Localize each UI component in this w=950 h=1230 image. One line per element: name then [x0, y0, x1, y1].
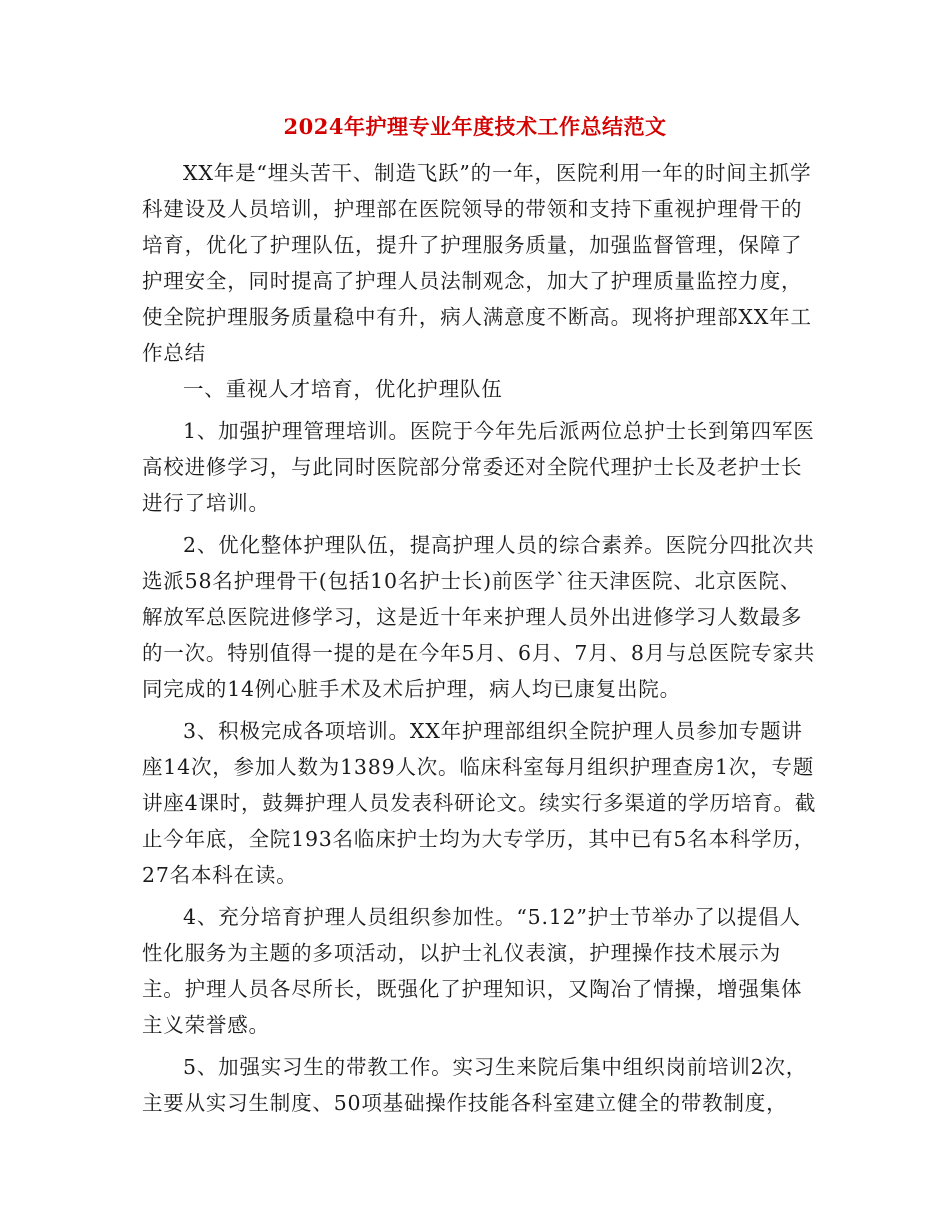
paragraph-item-2: 2、优化整体护理队伍，提高护理人员的综合素养。医院分四批次共选派58名护理骨干(包括10名护士长)前医学`往天津医院、北京医院、解放军总医院进修学习，这是近十年来护理人员外出进修学习人数最多的一次。特别值得一提的是在今年5月、6月、7月、8月与总医院专家共同完成的14例心脏手术及术后护理，病人均已康复出院。 — [142, 533, 816, 701]
paragraph-item-5: 5、加强实习生的带教工作。实习生来院后集中组织岗前培训2次，主要从实习生制度、50项基础操作技能各科室建立健全的带教制度， — [142, 1055, 808, 1115]
section-heading-1: 一、重视人才培育，优化护理队伍 — [183, 377, 503, 401]
paragraph-item-1: 1、加强护理管理培训。医院于今年先后派两位总护士长到第四军医高校进修学习，与此同时医院部分常委还对全院代理护士长及老护士长进行了培训。 — [142, 419, 815, 515]
paragraph-intro: XX年是“埋头苦干、制造飞跃”的一年，医院利用一年的时间主抓学科建设及人员培训，护理部在医院领导的带领和支持下重视护理骨干的培育，优化了护理队伍，提升了护理服务质量，加强监督管理，保障了护理安全，同时提高了护理人员法制观念，加大了护理质量监控力度，使全院护理服务质量稳中有升，病人满意度不断高。现将护理部XX年工作总结 — [142, 161, 812, 365]
paragraph-item-3: 3、积极完成各项培训。XX年护理部组织全院护理人员参加专题讲座14次，参加人数为1389人次。临床科室每月组织护理查房1次，专题讲座4课时，鼓舞护理人员发表科研论文。续实行多渠道的学历培育。截止今年底，全院193名临床护士均为大专学历，其中已有5名本科学历，27名本科在读。 — [142, 719, 817, 887]
document-body — [142, 155, 822, 1121]
document-title: 2024年护理专业年度技术工作总结范文 — [283, 114, 667, 139]
paragraph-item-4: 4、充分培育护理人员组织参加性。“5.12”护士节举办了以提倡人性化服务为主题的多项活动，以护士礼仪表演，护理操作技术展示为主。护理人员各尽所长，既强化了护理知识，又陶冶了情操，增强集体主义荣誉感。 — [142, 905, 803, 1037]
